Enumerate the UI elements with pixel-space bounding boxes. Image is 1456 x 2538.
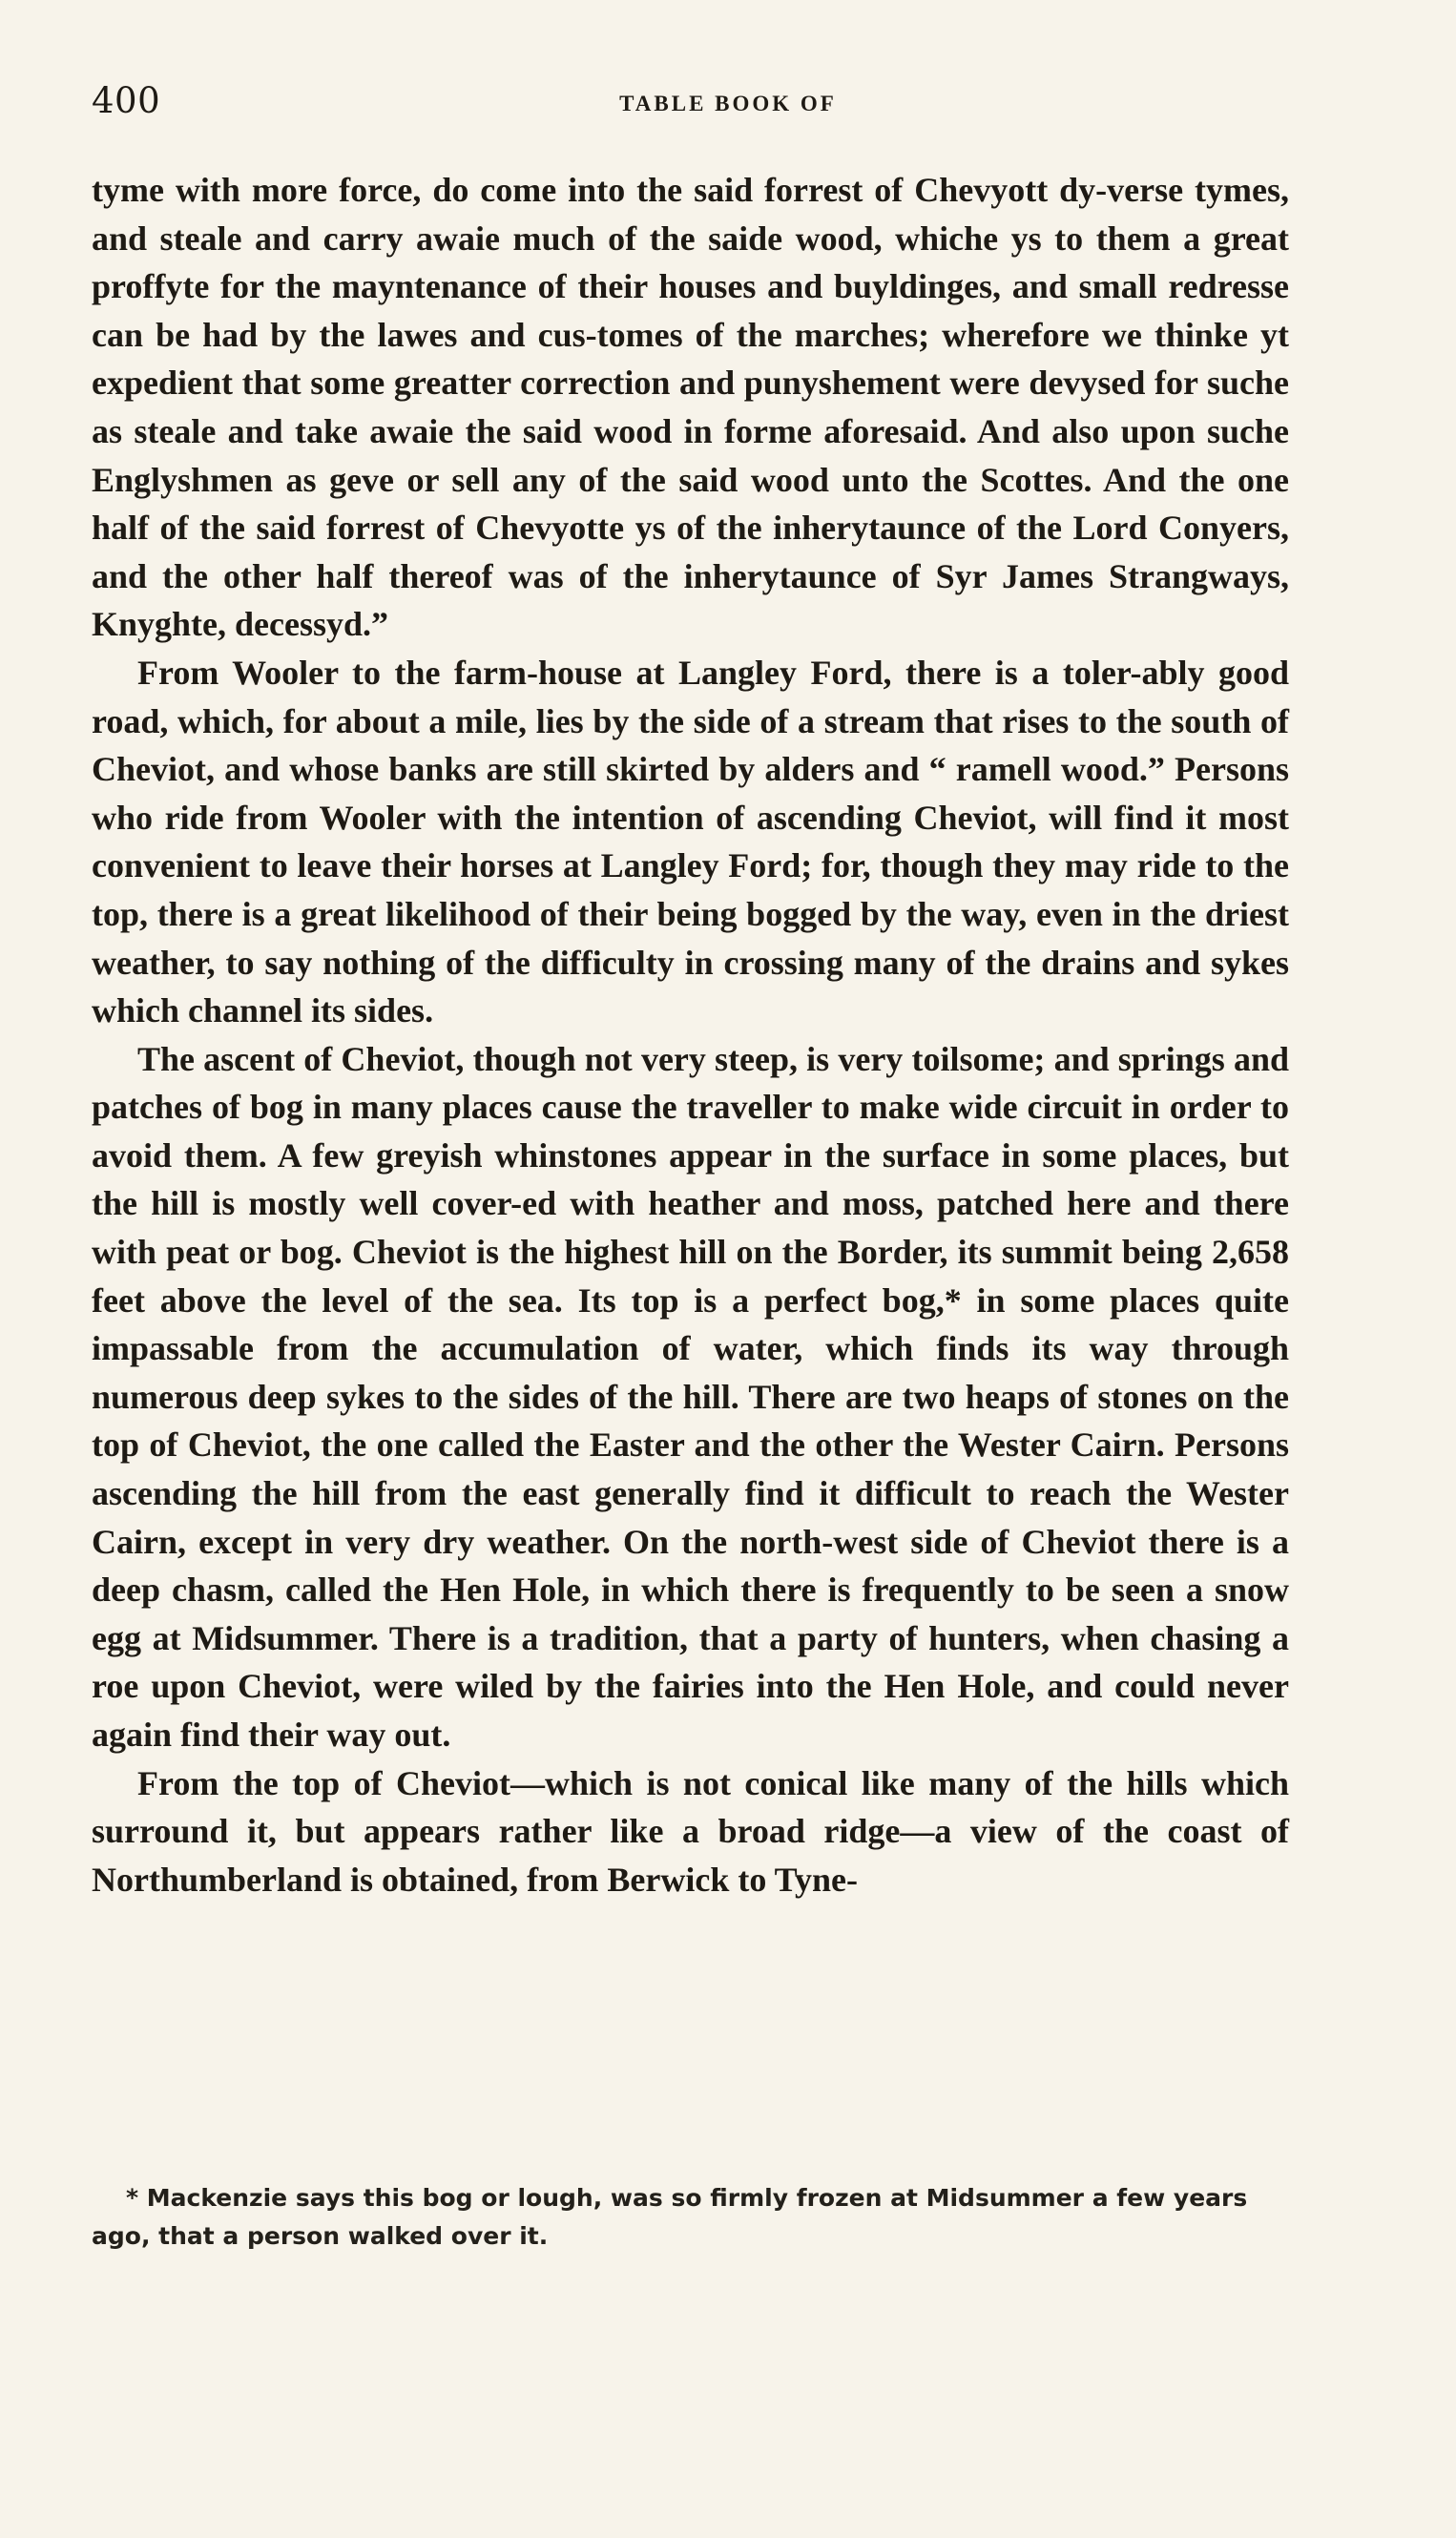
paragraph-continuation: tyme with more force, do come into the said forrest of Chevyott dy-verse tymes, and steale and carry awaie much of the saide wood, whiche ys to them a great proffyte for the mayntenance of their houses and buyldinges, and small redresse can be had by the lawes and cus-tomes of the marches; wherefore we thinke yt expedient that some greatter correction and punyshement were devysed for suche as steale and take awaie the said wood in forme aforesaid. And also upon suche Englyshmen as geve or sell any of the said wood unto the Scottes. And the one half of the said forrest of Chevyotte ys of the inherytaunce of the Lord Conyers, and the other half thereof was of the inherytaunce of Syr James Strangways, Knyghte, decessyd.”: [92, 171, 1289, 644]
footnote: * Mackenzie says this bog or lough, was so firmly frozen at Midsummer a few years ago, that a person walked over it.: [92, 2184, 1248, 2250]
running-title: TABLE BOOK OF: [619, 92, 837, 115]
page-number: 400: [92, 80, 161, 121]
running-head: [92, 80, 1364, 128]
body-text: [92, 166, 1289, 1904]
paragraph-wooler-to-langley-ford: From Wooler to the farm-house at Langley Ford, there is a toler-ably good road, which, for about a mile, lies by the side of a stream that rises to the south of Cheviot, and whose banks are still skirted by alders and “ ramell wood.” Persons who ride from Wooler with the intention of ascending Cheviot, will find it most convenient to leave their horses at Langley Ford; for, though they may ride to the top, there is a great likelihood of their being bogged by the way, even in the driest weather, to say nothing of the difficulty in crossing many of the drains and sykes which channel its sides.: [92, 653, 1289, 1030]
paragraph-view-from-cheviot: From the top of Cheviot—which is not conical like many of the hills which surround it, but appears rather like a broad ridge—a view of the coast of Northumberland is obtained, from Berwick to Tyne-: [92, 1763, 1289, 1899]
paragraph-ascent-of-cheviot: The ascent of Cheviot, though not very steep, is very toilsome; and springs and patches of bog in many places cause the traveller to make wide circuit in order to avoid them. A few greyish whinstones appear in the surface in some places, but the hill is mostly well cover-ed with heather and moss, patched here and there with peat or bog. Cheviot is the highest hill on the Border, its summit being 2,658 feet above the level of the sea. Its top is a perfect bog,* in some places quite impassable from the accumulation of water, which finds its way through numerous deep sykes to the sides of the hill. There are two heaps of stones on the top of Cheviot, the one called the Easter and the other the Wester Cairn. Persons ascending the hill from the east generally find it difficult to reach the Wester Cairn, except in very dry weather. On the north-west side of Cheviot there is a deep chasm, called the Hen Hole, in which there is frequently to be seen a snow egg at Midsummer. There is a tradition, that a party of hunters, when chasing a roe upon Cheviot, were wiled by the fairies into the Hen Hole, and could never again find their way out.: [92, 1039, 1289, 1754]
